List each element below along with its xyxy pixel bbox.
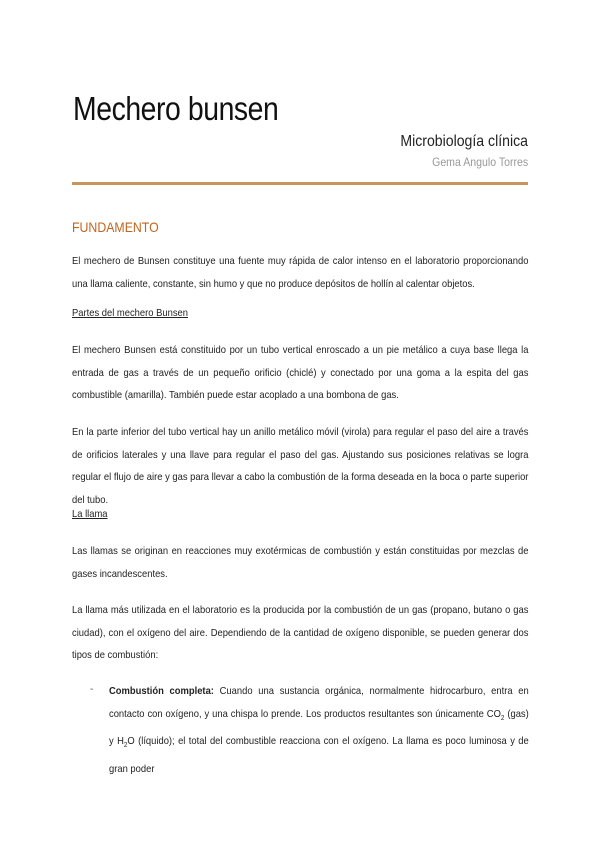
bullet-marker: - bbox=[90, 684, 94, 695]
intro-paragraph: El mechero de Bunsen constituye una fuente muy rápida de calor intenso en el laboratorio proporcionando una llama caliente, constante, sin humo y que no produce depósitos de hollín al calentar objetos. bbox=[72, 255, 529, 290]
bullet-item bbox=[109, 680, 529, 780]
bullet-sub-b: 2 bbox=[123, 742, 128, 750]
bullet-text-a: Cuando una sustancia orgánica, normalmente hidrocarburo, entra en contacto con oxígeno, y una chispa lo prende. Los productos resultantes son únicamente CO bbox=[109, 685, 529, 720]
bullet-text-b: (gas) y H bbox=[109, 707, 529, 748]
flame-paragraph-1: Las llamas se originan en reacciones muy exotérmicas de combustión y están constituidas por mezclas de gases incandescentes. bbox=[72, 545, 529, 580]
section-heading: FUNDAMENTO bbox=[72, 219, 159, 235]
parts-paragraph-1: El mechero Bunsen está constituido por un tubo vertical enroscado a un pie metálico a cuya base llega la entrada de gas a través de un pequeño orificio (chiclé) y conectado por una goma a la espita del gas combustible (amarilla). También puede estar acoplado a una bombona de gas. bbox=[72, 344, 529, 401]
document-title: Mechero bunsen bbox=[73, 90, 279, 127]
parts-subheading: Partes del mechero Bunsen bbox=[72, 307, 188, 319]
parts-paragraph-2: En la parte inferior del tubo vertical hay un anillo metálico móvil (virola) para regular el paso del aire a través de orificios laterales y una llave para regular el paso del gas. Ajustando sus posiciones relativas se logra regular el flujo de aire y gas para llevar a cabo la combustión de la forma deseada en la boca o parte superior del tubo. bbox=[72, 426, 529, 506]
document-author: Gema Angulo Torres bbox=[431, 155, 528, 169]
document-subtitle: Microbiología clínica bbox=[400, 133, 528, 150]
flame-paragraph-2: La llama más utilizada en el laboratorio es la producida por la combustión de un gas (propano, butano o gas ciudad), con el oxígeno del aire. Dependiendo de la cantidad de oxígeno disponible, se pueden generar dos tipos de combustión: bbox=[72, 604, 529, 661]
bullet-sub-a: 2 bbox=[500, 714, 505, 722]
bullet-label: Combustión completa: bbox=[109, 685, 214, 697]
flame-subheading: La llama bbox=[72, 508, 108, 520]
bullet-text-c: O (líquido); el total del combustible reacciona con el oxígeno. La llama es poco luminosa y de gran poder bbox=[109, 735, 529, 775]
header-divider bbox=[72, 182, 528, 185]
